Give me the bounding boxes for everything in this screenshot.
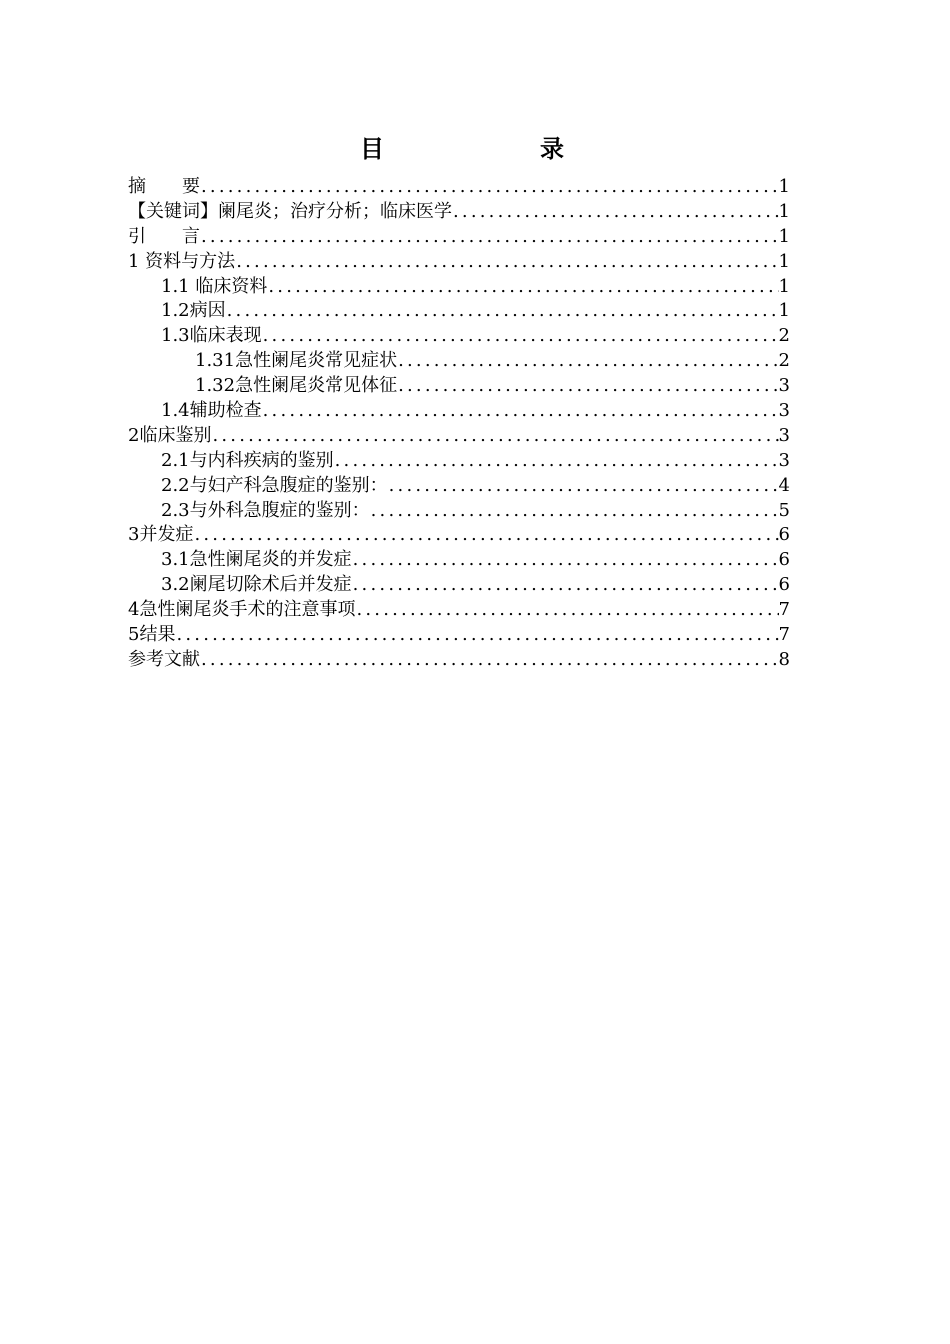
toc-entry-page: 3 [778,449,790,471]
toc-entry-section-1[interactable] [128,250,790,275]
toc-leader-dots [193,523,778,548]
toc-leader-dots [334,449,779,474]
toc-leader-dots [352,573,779,598]
toc-entry-label: 2.1与内科疾病的鉴别 [161,449,334,471]
toc-entry-page: 7 [778,624,790,646]
toc-entry-label: 摘 要 [128,176,200,197]
toc-entry-keywords[interactable] [128,200,790,225]
toc-entry-label: 2.3与外科急腹症的鉴别： [161,499,370,521]
toc-leader-dots [175,623,778,648]
toc-entry-page: 2 [778,325,790,347]
toc-leader-dots [235,250,778,275]
toc-leader-dots [352,548,779,573]
toc-entry-page: 4 [778,474,790,496]
toc-entry-page: 8 [778,648,790,670]
toc-leader-dots [355,598,778,623]
toc-entry-section-3-2[interactable] [128,573,790,598]
toc-entry-page: 3 [778,424,790,446]
toc-entry-section-2-3[interactable] [128,499,790,524]
toc-entry-label: 1.4辅助检查 [161,400,262,422]
toc-leader-dots [200,648,779,673]
toc-entry-label: 1.3临床表现 [161,325,262,347]
toc-entry-label: 4急性阑尾炎手术的注意事项 [128,599,356,621]
toc-entry-section-4[interactable] [128,598,790,623]
toc-entry-label: 1.31急性阑尾炎常见症状 [195,350,398,372]
toc-leader-dots [452,200,779,225]
toc-entry-label: 参考文献 [128,648,200,670]
toc-entry-page: 7 [778,599,790,621]
toc-entry-section-1-31[interactable] [128,349,790,374]
toc-leader-dots [200,225,779,250]
toc-leader-dots [226,299,779,324]
toc-leader-dots [370,499,779,524]
toc-entry-section-1-4[interactable] [128,399,790,424]
toc-entry-section-3[interactable] [128,523,790,548]
toc-entry-section-3-1[interactable] [128,548,790,573]
toc-entry-page: 3 [778,400,790,422]
toc-entry-section-2-2[interactable] [128,474,790,499]
toc-entry-section-2-1[interactable] [128,449,790,474]
toc-leader-dots [267,275,778,300]
toc-entry-label: 3.2阑尾切除术后并发症 [161,574,352,596]
toc-entry-page: 1 [778,225,790,247]
toc-leader-dots [262,324,779,349]
toc-entry-references[interactable] [128,648,790,673]
toc-entry-page: 1 [778,200,790,222]
toc-entry-section-1-1[interactable] [128,275,790,300]
toc-leader-dots [200,175,779,200]
toc-list [128,175,790,673]
toc-entry-label: 引 言 [128,225,200,247]
toc-entry-label: 1.32急性阑尾炎常见体征 [195,375,398,397]
toc-entry-introduction[interactable] [128,225,790,250]
toc-entry-label: 3.1急性阑尾炎的并发症 [161,549,352,571]
toc-entry-label: 【关键词】阑尾炎；治疗分析；临床医学 [128,200,452,222]
toc-entry-label: 1.2病因 [161,300,226,322]
toc-entry-section-1-32[interactable] [128,374,790,399]
toc-entry-section-5[interactable] [128,623,790,648]
toc-title: 目 录 [360,135,600,163]
toc-entry-page: 6 [778,549,790,571]
toc-entry-label: 1 资料与方法 [128,250,236,272]
toc-entry-label: 3并发症 [128,524,194,546]
toc-leader-dots [211,424,778,449]
toc-entry-page: 1 [778,176,790,197]
toc-entry-label: 2.2与妇产科急腹症的鉴别： [161,474,388,496]
toc-leader-dots [262,399,779,424]
toc-entry-label: 2临床鉴别 [128,424,212,446]
toc-entry-section-1-2[interactable] [128,299,790,324]
toc-entry-page: 2 [778,350,790,372]
toc-entry-page: 1 [778,275,790,297]
toc-entry-page: 3 [778,375,790,397]
toc-leader-dots [388,474,779,499]
toc-entry-page: 5 [778,499,790,521]
toc-entry-page: 1 [778,250,790,272]
toc-entry-page: 6 [778,524,790,546]
toc-entry-section-2[interactable] [128,424,790,449]
toc-leader-dots [397,374,778,399]
toc-leader-dots [397,349,778,374]
toc-entry-label: 5结果 [128,624,176,646]
toc-entry-page: 6 [778,574,790,596]
toc-entry-label: 1.1 临床资料 [161,275,268,297]
toc-entry-page: 1 [778,300,790,322]
toc-entry-abstract[interactable] [128,175,790,200]
toc-entry-section-1-3[interactable] [128,324,790,349]
